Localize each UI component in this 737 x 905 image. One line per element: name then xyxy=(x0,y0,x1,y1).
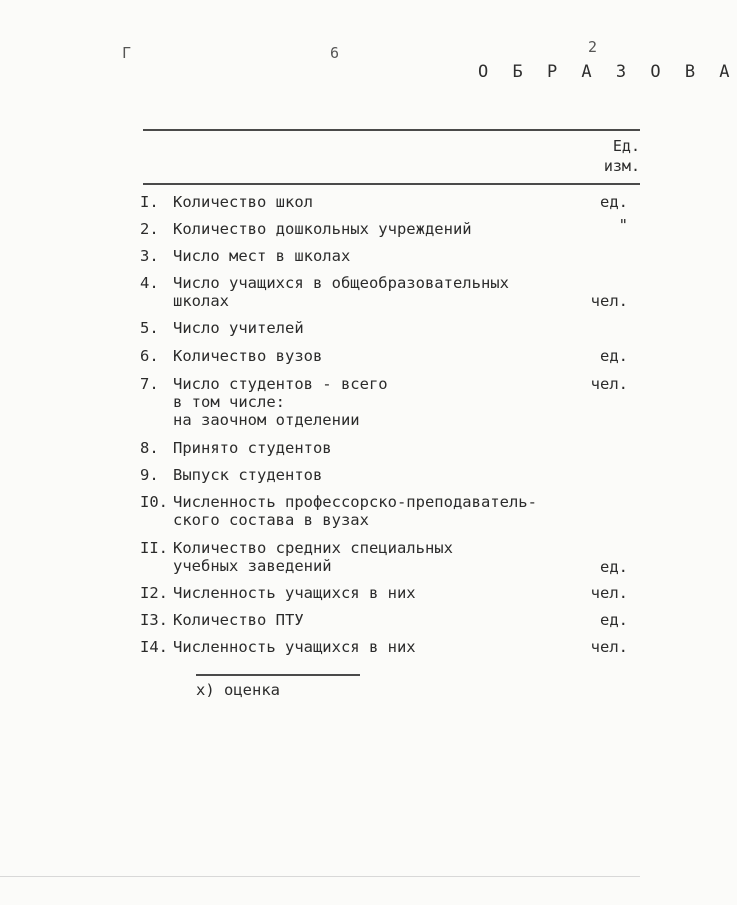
row-number: 9. xyxy=(140,466,159,484)
row-indicator: Число учащихся в общеобразовательных школах xyxy=(173,274,509,310)
row-number: 5. xyxy=(140,319,159,337)
row-indicator: Количество средних специальных учебных заведений xyxy=(173,539,453,575)
handwritten-mark-center: 6 xyxy=(330,44,339,62)
row-number: I2. xyxy=(140,584,168,602)
row-number: I3. xyxy=(140,611,168,629)
row-number: I. xyxy=(140,193,159,211)
row-unit: чел. xyxy=(590,292,628,310)
row-unit: ед. xyxy=(600,611,628,629)
row-indicator: Число студентов - всего в том числе: на заочном отделении xyxy=(173,375,388,429)
row-indicator: Численность учащихся в них xyxy=(173,584,416,602)
row-indicator: Принято студентов xyxy=(173,439,332,457)
table-top-rule xyxy=(143,129,640,131)
row-unit: чел. xyxy=(590,638,628,656)
row-indicator: Число мест в школах xyxy=(173,247,351,265)
scan-edge-line xyxy=(0,876,640,877)
row-indicator: Количество ПТУ xyxy=(173,611,304,629)
footnote: х) оценка xyxy=(196,681,280,699)
row-number: 6. xyxy=(140,347,159,365)
row-number: 3. xyxy=(140,247,159,265)
row-unit: ед. xyxy=(600,347,628,365)
handwritten-mark-left: Г xyxy=(122,44,131,62)
row-indicator: Выпуск студентов xyxy=(173,466,323,484)
row-number: 2. xyxy=(140,220,159,238)
row-indicator: Численность учащихся в них xyxy=(173,638,416,656)
table-header-rule xyxy=(143,183,640,185)
row-unit: " xyxy=(618,216,628,234)
page-title: О Б Р А З О В А xyxy=(478,62,737,82)
row-unit: чел. xyxy=(590,375,628,393)
footnote-rule xyxy=(196,674,360,676)
row-indicator: Количество школ xyxy=(173,193,313,211)
row-number: 4. xyxy=(140,274,159,292)
row-number: II. xyxy=(140,539,168,557)
row-indicator: Число учителей xyxy=(173,319,304,337)
row-number: I4. xyxy=(140,638,168,656)
row-number: 8. xyxy=(140,439,159,457)
row-number: 7. xyxy=(140,375,159,393)
unit-column-header: Ед. изм. xyxy=(603,137,640,175)
row-number: I0. xyxy=(140,493,168,511)
row-unit: чел. xyxy=(590,584,628,602)
row-unit: ед. xyxy=(600,558,628,576)
row-indicator: Количество дошкольных учреждений xyxy=(173,220,472,238)
handwritten-mark-right: 2 xyxy=(588,38,597,56)
row-indicator: Количество вузов xyxy=(173,347,323,365)
row-unit: ед. xyxy=(600,193,628,211)
row-indicator: Численность профессорско-преподаватель- ского состава в вузах xyxy=(173,493,537,529)
